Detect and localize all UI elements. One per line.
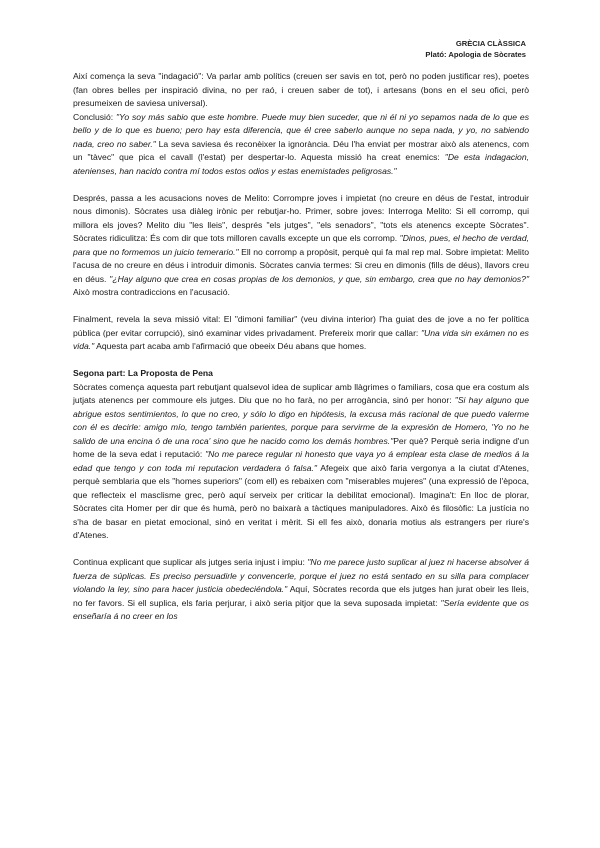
quotation: "¿Hay alguno que crea en cosas propias de los demonios, y que, sin embargo, crea que no hay demonios?" bbox=[109, 273, 530, 284]
quotation: "De esta indagacion, atenienses, han nacido contra mí todos estos odios y estas enemistades peligrosas." bbox=[73, 152, 530, 176]
paragraph-spacer bbox=[73, 543, 529, 557]
paragraph bbox=[73, 192, 529, 300]
quotation: "Dinos, pues, el hecho de verdad, para que no formemos un juicio temerario." bbox=[73, 233, 529, 257]
paragraph bbox=[73, 70, 529, 111]
text-run: Després, passa a les acusacions noves de Melito: Corrompre joves i impietat (no creure en déus de l'estat, introduir nous dimonis). Sòcrates usa diàleg irònic per rebutjar-ho. Primer, sobre joves: Interroga Melito: Si ell corromp, qui millora els joves? Melito diu "les lleis", després "els jutges", "els senadors", "tots els atenencs excepte Sòcrates". Sòcrates ridiculitza: És com dir que tots milloren cavalls excepte un que els corromp. bbox=[73, 192, 529, 243]
text-run: Conclusió: bbox=[73, 111, 117, 122]
paragraph bbox=[73, 313, 529, 354]
paragraph-spacer bbox=[73, 354, 529, 368]
header-work-title: Plató: Apologia de Sòcrates bbox=[425, 50, 526, 59]
paragraph-spacer bbox=[73, 178, 529, 192]
text-run: Aquesta part acaba amb l'afirmació que obeeix Déu abans que homes. bbox=[94, 341, 367, 351]
text-run: Afegeix que això faria vergonya a la ciutat d'Atenes, perquè semblaria que els "homes superiors" (com ell) es rebaixen com "miserables mujeres" (una expressió de l'època, que reflecteix el masclisme grec, però aquí serveix per criticar la debilitat emocional). Imagina't: En lloc de plorar, Sòcrates cita Homer per dir que és humà, però no baixarà a tàctiques manipuladores. Això és filosòfic: La justícia no s'ha de basar en pietat emocional, sinó en veritat i mèrit. Si ell fes això, donaria motius als estrangers per riure's d'Atenes. bbox=[73, 462, 529, 540]
quotation: "Sería evidente que os enseñaría á no creer en los bbox=[73, 597, 529, 621]
paragraph bbox=[73, 381, 529, 543]
text-run: Ell no corromp a propòsit, perquè qui fa mal rep mal. Sobre impietat: Melito l'acusa de no creure en déus i introduir dimonis. Sòcrates canvia termes: Si creu en dimonis (fills de déus), llavors creu en déus. bbox=[73, 246, 529, 284]
text-run: Finalment, revela la seva missió vital: El "dimoni familiar" (veu divina interior) l'ha guiat des de jove a no fer política pública (per evitar corrupció), sinó examinar vides privadament. Prefereix morir que callar: bbox=[73, 314, 529, 338]
paragraph bbox=[73, 556, 529, 624]
text-run: Així comença la seva "indagació": Va parlar amb polítics (creuen ser savis en tot, però no poden justificar res), poetes (fan obres belles per inspiració divina, no per raó, i creuen saber de tot), i artesans (bons en el seu ofici, però presumeixen de saviesa universal). bbox=[73, 71, 529, 108]
text-run: Segona part: La Proposta de Pena bbox=[73, 368, 213, 378]
paragraph bbox=[73, 111, 529, 179]
document-body bbox=[73, 70, 529, 624]
paragraph-spacer bbox=[73, 300, 529, 314]
running-header bbox=[425, 38, 526, 60]
section-heading bbox=[73, 367, 529, 381]
text-run: Per què? Perquè seria indigne d'un home de la seva edat i reputació: bbox=[73, 435, 529, 459]
text-run: Aquí, Sòcrates recorda que els jutges han jurat obeir les lleis, no fer favors. Si ell suplica, els faria perjurar, i això seria pitjor que la seva suposada impietat: bbox=[73, 584, 529, 608]
quotation: "No me parece justo suplicar al juez ni hacerse absolver á fuerza de súplicas. Es preciso persuadirle y convencerle, porque el juez no está sentado en su silla para complacer violando la ley, sino para hacer justicia obedeciéndola." bbox=[73, 557, 529, 594]
text-run: La seva saviesa és reconèixer la ignorància. Déu l'ha enviat per mostrar això als atenencs, com un "tàvec" que pica el cavall (l'estat) per despertar-lo. Aquesta missió ha creat enemics: bbox=[73, 138, 530, 162]
text-run: Això mostra contradiccions en l'acusació. bbox=[73, 287, 230, 297]
header-section-title: GRÈCIA CLÀSSICA bbox=[455, 39, 526, 48]
quotation: "Si hay alguno que abrigue estos sentimientos, lo que no creo, y sólo lo digo en hipótesis, la excusa más racional de que puedo valerme con él es decirle: amigo mío, tengo también parientes, porque para servirme de la expresión de Homero, 'Yo no he salido de una encina ó de una roca' sino que he nacido como los demás hombres." bbox=[73, 395, 529, 446]
quotation: "Una vida sin exámen no es vida." bbox=[73, 327, 529, 351]
quotation: "Yo soy más sabio que este hombre. Puede muy bien suceder, que ni él ni yo sepamos nada de lo que es bello y de lo que es bueno; pero hay esta diferencia, que él cree saberlo aunque no sepa nada, y yo, no sabiendo nada, creo no saber." bbox=[73, 111, 529, 149]
text-run: Continua explicant que suplicar als jutges seria injust i impiu: bbox=[73, 557, 308, 567]
text-run: Sòcrates comença aquesta part rebutjant qualsevol idea de suplicar amb llàgrimes o familiars, cosa que era costum als jutjats atenencs per commoure els jutges. Diu que no ho farà, no per arrogància, sinó per honor: bbox=[73, 381, 529, 405]
quotation: "No me parece regular ni honesto que vaya yo á emplear esta clase de medios á la edad que tengo y con toda mi reputacion verdadera ó falsa." bbox=[73, 449, 529, 473]
